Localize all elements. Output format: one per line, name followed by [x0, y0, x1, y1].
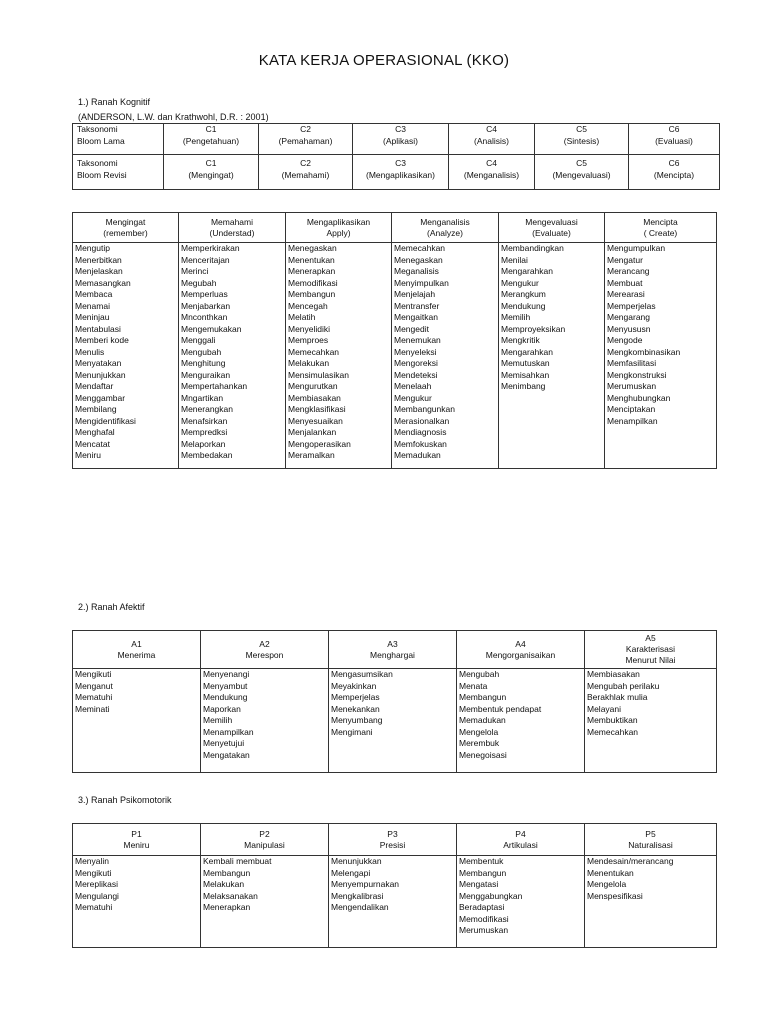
list-item: Menampilkan: [203, 726, 254, 737]
header-a4: A4 Mengorganisaikan: [457, 631, 585, 669]
list-item: Melaporkan: [181, 438, 226, 449]
list-a1: [73, 669, 201, 773]
list-item: Menulis: [75, 346, 105, 357]
list-item: Menyetujui: [203, 738, 245, 748]
list-item: Memasangkan: [75, 277, 131, 288]
list-item: Beradaptasi: [459, 902, 505, 912]
header-mengevaluasi: Mengevaluasi (Evaluate): [499, 213, 605, 243]
bloom-old-c1: C1 (Pengetahuan): [164, 124, 259, 155]
list-item: Mengoreksi: [394, 358, 438, 368]
list-item: Mengkombinasikan: [607, 346, 681, 357]
list-item: Mengikuti: [75, 669, 112, 679]
list-item: Mengode: [607, 335, 643, 345]
list-item: Mngartikan: [181, 392, 224, 403]
bloom-rev-c1: C1 (Mengingat): [164, 155, 259, 190]
list-item: Menghitung: [181, 358, 226, 368]
list-item: Menjalankan: [288, 427, 337, 437]
section-kognitif-label: 1.) Ranah Kognitif: [78, 97, 151, 107]
list-p5: [585, 856, 717, 948]
list-item: Mengubah perilaku: [587, 680, 660, 691]
list-item: Menekankan: [331, 703, 380, 714]
list-item: Merearasi: [607, 289, 645, 299]
list-item: Menghubungkan: [607, 392, 671, 403]
list-item: Mempredksi: [181, 427, 228, 437]
list-item: Menyeleksi: [394, 346, 437, 357]
list-item: Menyumbang: [331, 715, 383, 725]
psikomotorik-table: [72, 823, 717, 948]
header-mencipta: Mencipta ( Create): [605, 213, 717, 243]
header-memahami: Memahami (Understad): [179, 213, 286, 243]
header-p5: P5 Naturalisasi: [585, 824, 717, 856]
list-item: Membilang: [75, 404, 117, 414]
afektif-header-row: [73, 631, 717, 669]
list-item: Mendukung: [501, 300, 546, 311]
list-item: Memfasilitasi: [607, 358, 657, 368]
list-item: Mendiagnosis: [394, 427, 447, 437]
list-item: Mengasumsikan: [331, 669, 393, 679]
header-a5: A5 Karakterisasi Menurut Nilai: [585, 631, 717, 669]
list-item: Mengubah: [181, 346, 222, 357]
list-item: Menspesifikasi: [587, 890, 643, 901]
list-item: Mengatasi: [459, 879, 499, 889]
list-item: Menciptakan: [607, 404, 656, 414]
list-p2: [201, 856, 329, 948]
list-mengaplikasikan: [286, 243, 392, 469]
list-item: Memperjelas: [331, 692, 380, 702]
list-item: Mengukur: [394, 392, 432, 403]
list-item: Menelaah: [394, 381, 432, 391]
list-item: Megubah: [181, 277, 217, 288]
psikomotorik-header-row: [73, 824, 717, 856]
list-item: Maporkan: [203, 703, 241, 714]
list-item: Memfokuskan: [394, 438, 447, 449]
list-p3: [329, 856, 457, 948]
list-item: Mengubah: [459, 669, 500, 679]
list-item: Mendesain/merancang: [587, 856, 674, 866]
psikomotorik-list-row: [73, 856, 717, 948]
list-memahami: [179, 243, 286, 469]
list-item: Menegaskan: [288, 243, 337, 253]
bloom-old-c3: C3 (Aplikasi): [353, 124, 449, 155]
list-item: Menamai: [75, 300, 110, 311]
list-item: Mengaitkan: [394, 312, 438, 322]
list-item: Mendaftar: [75, 381, 114, 391]
header-mengingat: Mengingat (remember): [73, 213, 179, 243]
list-item: Memperjelas: [607, 300, 656, 311]
bloom-old-label: Taksonomi Bloom Lama: [73, 124, 164, 155]
source-citation: (ANDERSON, L.W. dan Krathwohl, D.R. : 2001): [78, 112, 269, 122]
list-a2: [201, 669, 329, 773]
list-item: Mengarang: [607, 312, 651, 322]
list-item: Mentabulasi: [75, 323, 121, 334]
list-item: Menyesuaikan: [288, 415, 343, 426]
list-item: Menata: [459, 680, 488, 691]
list-item: Menilai: [501, 254, 528, 265]
list-item: Mendukung: [203, 692, 248, 702]
list-item: Mengumpulkan: [607, 243, 666, 253]
list-item: Mengkonstruksi: [607, 369, 667, 380]
list-item: Memilih: [203, 715, 233, 725]
list-item: Memperluas: [181, 289, 228, 299]
list-item: Memadukan: [394, 450, 441, 460]
bloom-old-c5: C5 (Sintesis): [535, 124, 629, 155]
header-p4: P4 Artikulasi: [457, 824, 585, 856]
list-item: Membangun: [459, 692, 507, 702]
list-item: Melaksanakan: [203, 890, 258, 901]
list-item: Mematuhi: [75, 902, 113, 912]
list-item: Mentransfer: [394, 300, 440, 311]
list-item: Menyimpulkan: [394, 277, 449, 288]
list-item: Mengimani: [331, 726, 373, 737]
list-item: Meramalkan: [288, 450, 335, 460]
bloom-old-c4: C4 (Analisis): [449, 124, 535, 155]
list-item: Merembuk: [459, 738, 500, 748]
list-item: Menimbang: [501, 381, 546, 391]
afektif-list-row: [73, 669, 717, 773]
list-item: Membangun: [459, 867, 507, 878]
list-item: Mengatur: [607, 254, 643, 265]
list-item: Meninjau: [75, 312, 110, 322]
list-item: Mengarahkan: [501, 346, 553, 357]
list-item: Membuat: [607, 277, 643, 288]
kognitif-list-row: [73, 243, 717, 469]
list-mengingat: [73, 243, 179, 469]
list-item: Menyatakan: [75, 358, 122, 368]
list-item: Memisahkan: [501, 369, 550, 380]
list-item: Mencatat: [75, 438, 110, 449]
list-item: Mengendalikan: [331, 902, 389, 912]
list-item: Melengapi: [331, 867, 371, 878]
list-item: Memproes: [288, 335, 329, 345]
list-item: Menentukan: [288, 254, 335, 265]
list-item: Memadukan: [459, 715, 506, 725]
list-item: Mematuhi: [75, 692, 113, 702]
list-a5: [585, 669, 717, 773]
list-item: Menampilkan: [607, 415, 658, 426]
list-item: Memecahkan: [394, 243, 446, 253]
list-item: Mengutip: [75, 243, 110, 253]
bloom-rev-c2: C2 (Memahami): [259, 155, 353, 190]
list-item: Membangunkan: [394, 404, 455, 414]
header-mengaplikasikan: Mengaplikasikan Apply): [286, 213, 392, 243]
list-item: Memilih: [501, 312, 531, 322]
list-item: Memodifikasi: [288, 277, 338, 288]
list-item: Menyususn: [607, 323, 651, 334]
bloom-rev-label: Taksonomi Bloom Revisi: [73, 155, 164, 190]
list-item: Mengulangi: [75, 890, 119, 901]
header-p1: P1 Meniru: [73, 824, 201, 856]
list-item: Merinci: [181, 266, 209, 276]
list-item: Mencegah: [288, 300, 328, 311]
header-a2: A2 Merespon: [201, 631, 329, 669]
bloom-old-row: [73, 124, 720, 155]
list-item: Menemukan: [394, 335, 441, 345]
list-item: Menyalin: [75, 856, 110, 866]
list-item: Mengemukakan: [181, 323, 242, 334]
list-item: Membentuk pendapat: [459, 703, 542, 714]
list-p1: [73, 856, 201, 948]
list-item: Melakukan: [203, 879, 245, 889]
list-item: Menguraikan: [181, 369, 231, 380]
list-item: Mengelola: [587, 879, 627, 889]
header-menganalisis: Menganalisis (Analyze): [392, 213, 499, 243]
bloom-rev-c4: C4 (Menganalisis): [449, 155, 535, 190]
list-item: Mengedit: [394, 323, 429, 334]
list-item: Menyelidiki: [288, 323, 331, 334]
header-p2: P2 Manipulasi: [201, 824, 329, 856]
list-item: Mengarahkan: [501, 266, 553, 276]
section-psikomotorik-label: 3.) Ranah Psikomotorik: [78, 795, 172, 805]
list-item: Menjelajah: [394, 289, 436, 299]
list-item: Menerapkan: [203, 902, 251, 912]
list-item: Mengoperasikan: [288, 438, 351, 449]
list-a4: [457, 669, 585, 773]
bloom-rev-c6: C6 (Mencipta): [629, 155, 720, 190]
list-item: Mengikuti: [75, 867, 112, 878]
list-item: Mengklasifikasi: [288, 404, 346, 414]
list-item: Membaca: [75, 289, 113, 299]
list-a3: [329, 669, 457, 773]
list-item: Membuktikan: [587, 715, 638, 725]
bloom-old-c2: C2 (Pemahaman): [259, 124, 353, 155]
section-afektif-label: 2.) Ranah Afektif: [78, 602, 145, 612]
list-item: Menggambar: [75, 392, 126, 403]
bloom-rev-c5: C5 (Mengevaluasi): [535, 155, 629, 190]
list-item: Mengelola: [459, 726, 499, 737]
list-item: Menerapkan: [288, 266, 336, 276]
list-item: Menyempurnakan: [331, 879, 400, 889]
list-item: Menganut: [75, 680, 113, 691]
list-item: Menyambut: [203, 680, 248, 691]
list-item: Melayani: [587, 703, 622, 714]
list-item: Memutuskan: [501, 358, 550, 368]
list-item: Menerangkan: [181, 404, 233, 414]
list-item: Membedakan: [181, 450, 233, 460]
list-item: Mengkritik: [501, 335, 540, 345]
list-item: Membangun: [203, 867, 251, 878]
list-item: Menjelaskan: [75, 266, 123, 276]
list-item: Menentukan: [587, 867, 634, 878]
list-item: Merumuskan: [459, 925, 509, 935]
header-a1: A1 Menerima: [73, 631, 201, 669]
list-item: Memodifikasi: [459, 913, 509, 924]
list-item: Memecahkan: [587, 726, 639, 737]
list-item: Membandingkan: [501, 243, 564, 253]
list-item: Menggali: [181, 335, 216, 345]
list-item: Melakukan: [288, 358, 330, 368]
list-item: Membiasakan: [587, 669, 640, 679]
list-item: Meyakinkan: [331, 680, 377, 691]
list-item: Membangun: [288, 289, 336, 299]
list-mencipta: [605, 243, 717, 469]
list-item: Memberi kode: [75, 335, 129, 345]
list-item: Memecahkan: [288, 346, 340, 357]
list-mengevaluasi: [499, 243, 605, 469]
list-item: Menceritajan: [181, 254, 230, 265]
kognitif-verbs-table: [72, 212, 717, 469]
header-a3: A3 Menghargai: [329, 631, 457, 669]
list-item: Meganalisis: [394, 266, 439, 276]
bloom-revised-row: [73, 155, 720, 190]
list-item: Kembali membuat: [203, 856, 272, 866]
list-item: Membiasakan: [288, 392, 341, 403]
list-item: Meminati: [75, 703, 110, 714]
list-item: Merancang: [607, 266, 650, 276]
list-item: Mereplikasi: [75, 879, 118, 889]
list-item: Mengurutkan: [288, 381, 338, 391]
bloom-old-c6: C6 (Evaluasi): [629, 124, 720, 155]
list-item: Menerbitkan: [75, 254, 122, 265]
list-menganalisis: [392, 243, 499, 469]
list-item: Mensimulasikan: [288, 369, 349, 380]
list-item: Mengukur: [501, 277, 539, 288]
list-item: Menunjukkan: [75, 369, 126, 380]
list-item: Menjabarkan: [181, 300, 231, 311]
header-p3: P3 Presisi: [329, 824, 457, 856]
list-item: Merumuskan: [607, 381, 657, 391]
list-item: Mnconthkan: [181, 312, 228, 322]
list-item: Berakhlak mulia: [587, 692, 648, 702]
list-item: Merasionalkan: [394, 415, 450, 426]
list-p4: [457, 856, 585, 948]
list-item: Merangkum: [501, 289, 546, 299]
bloom-rev-c3: C3 (Mengaplikasikan): [353, 155, 449, 190]
list-item: Menghafal: [75, 427, 115, 437]
page-title: KATA KERJA OPERASIONAL (KKO): [258, 52, 510, 69]
afektif-table: [72, 630, 717, 773]
kognitif-header-row: [73, 213, 717, 243]
list-item: Mengkalibrasi: [331, 890, 384, 901]
list-item: Melatih: [288, 312, 316, 322]
list-item: Menafsirkan: [181, 415, 228, 426]
list-item: Mengatakan: [203, 749, 250, 760]
list-item: Mempertahankan: [181, 381, 248, 391]
list-item: Memproyeksikan: [501, 323, 566, 334]
list-item: Menggabungkan: [459, 890, 523, 901]
list-item: Meniru: [75, 450, 101, 460]
bloom-taxonomy-table: [72, 123, 720, 190]
list-item: Mendeteksi: [394, 369, 438, 380]
list-item: Menegoisasi: [459, 749, 507, 760]
list-item: Menunjukkan: [331, 856, 382, 866]
list-item: Memperkirakan: [181, 243, 240, 253]
list-item: Mengidentifikasi: [75, 415, 136, 426]
list-item: Menyenangi: [203, 669, 250, 679]
list-item: Menegaskan: [394, 254, 443, 265]
list-item: Membentuk: [459, 856, 504, 866]
